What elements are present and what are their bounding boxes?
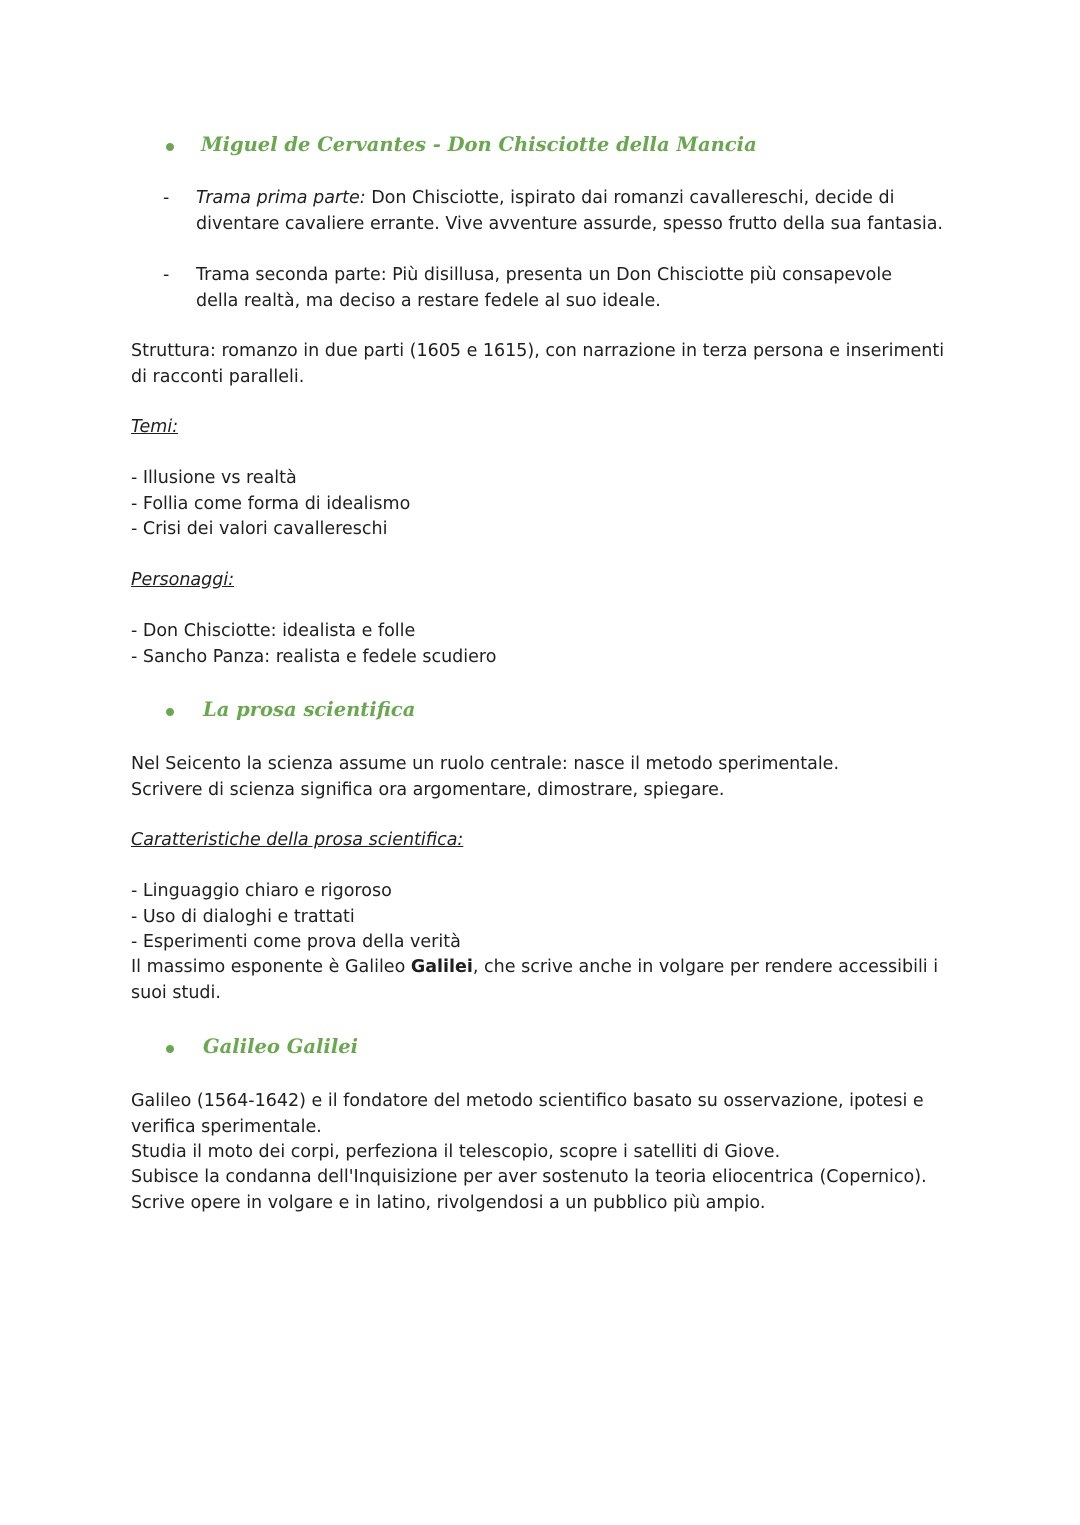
bullet-icon (166, 708, 174, 716)
intro-line: Scrivere di scienza significa ora argomentare, dimostrare, spiegare. (131, 779, 725, 800)
prosa-intro (131, 752, 961, 803)
section-heading-galileo: Galileo Galilei (203, 1035, 359, 1058)
esponente-pre: Il massimo esponente è Galileo (131, 957, 411, 977)
struttura-paragraph: Struttura: romanzo in due parti (1605 e 1615), con narrazione in terza persona e inserimenti di racconti paralleli. (131, 341, 945, 387)
esponente-bold: Galilei (410, 957, 473, 977)
galileo-p4: Scrive opere in volgare e in latino, rivolgendosi a un pubblico più ampio. (131, 1193, 766, 1213)
list-item: - Follia come forma di idealismo (131, 493, 411, 514)
galileo-p1: Galileo (1564-1642) e il fondatore del metodo scientifico basato su osservazione, ipotesi e verifica sperimentale. (131, 1091, 924, 1137)
personaggi-list (131, 619, 961, 670)
list-item: - Sancho Panza: realista e fedele scudiero (131, 646, 497, 667)
caratteristiche-label: Caratteristiche della prosa scientifica: (131, 830, 464, 850)
list-item: - Linguaggio chiaro e rigoroso (131, 881, 392, 901)
section-heading-prosa: La prosa scientifica (203, 698, 416, 721)
list-item: - Uso di dialoghi e trattati (131, 906, 355, 927)
dash-marker: - (163, 265, 170, 285)
temi-list (131, 466, 961, 543)
trama-prima-parte (196, 186, 966, 237)
trama-seconda-parte: Trama seconda parte: Più disillusa, presenta un Don Chisciotte più consapevole della realtà, ma deciso a restare fedele al suo ideale. (196, 265, 892, 311)
personaggi-label: Personaggi: (131, 570, 235, 590)
list-item: - Illusione vs realtà (131, 468, 297, 488)
galileo-p2: Studia il moto dei corpi, perfeziona il telescopio, scopre i satelliti di Giove. (131, 1142, 781, 1162)
list-item: - Don Chisciotte: idealista e folle (131, 621, 416, 641)
esponente-post: , che scrive anche in volgare per rendere accessibili i suoi studi. (131, 957, 939, 1003)
section-heading-cervantes: Miguel de Cervantes - Don Chisciotte della Mancia (201, 133, 757, 156)
intro-line: Nel Seicento la scienza assume un ruolo centrale: nasce il metodo sperimentale. (131, 754, 840, 774)
dash-marker: - (163, 188, 170, 208)
trama-prima-label: Trama prima parte: (196, 188, 366, 208)
bullet-icon (166, 143, 174, 151)
list-item: - Esperimenti come prova della verità (131, 932, 461, 952)
list-item: - Crisi dei valori cavallereschi (131, 519, 388, 539)
esponente-paragraph (131, 955, 961, 1006)
trama-prima-text: Don Chisciotte, ispirato dai romanzi cavallereschi, decide di diventare cavaliere errante. Vive avventure assurde, spesso frutto della sua fantasia. (196, 188, 943, 234)
temi-label: Temi: (131, 417, 179, 437)
bullet-icon (166, 1045, 174, 1053)
galileo-p3: Subisce la condanna dell'Inquisizione per aver sostenuto la teoria eliocentrica (Copernico). (131, 1167, 927, 1187)
caratteristiche-list (131, 879, 961, 956)
